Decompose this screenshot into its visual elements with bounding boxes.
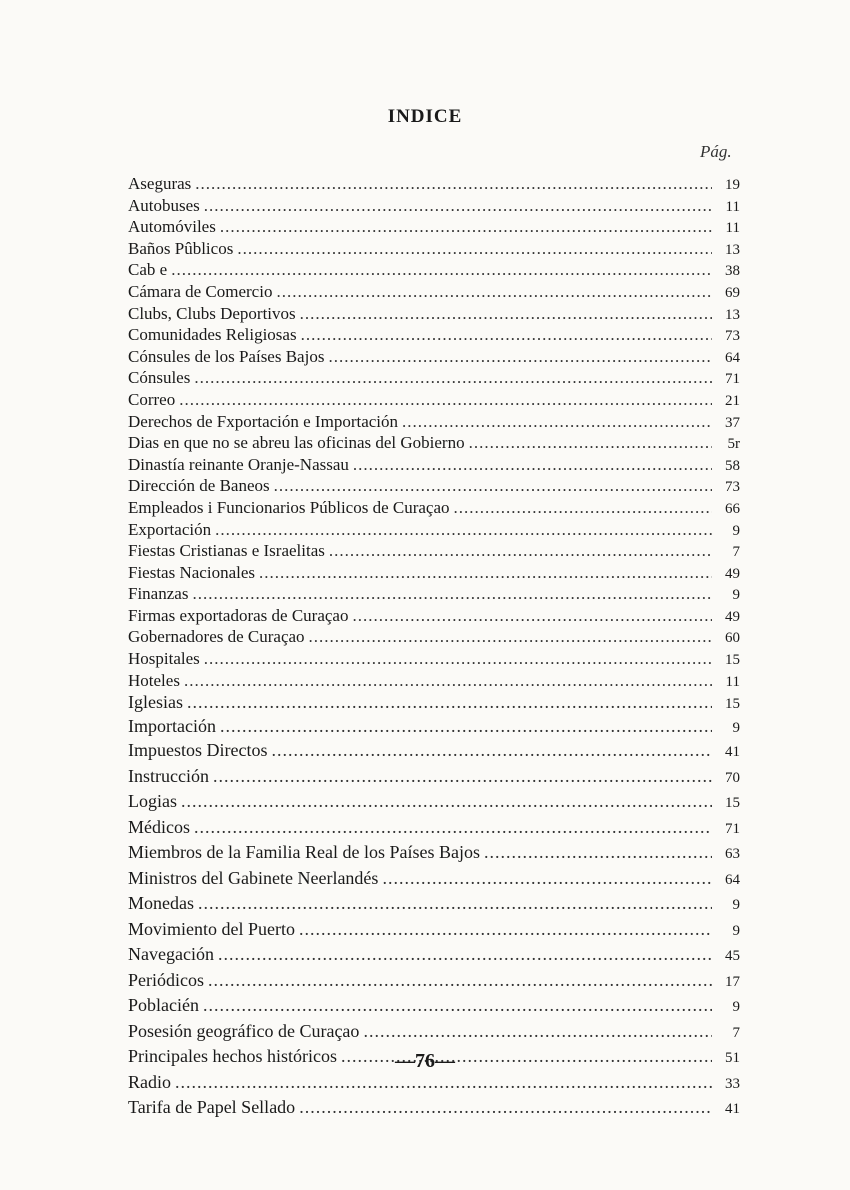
index-entry-page: 19 (725, 177, 740, 193)
index-entry-label: Logias (128, 791, 177, 812)
dot-leader (402, 412, 712, 432)
dot-leader (171, 260, 712, 280)
index-entry-label: Médicos (128, 816, 190, 837)
index-entry (128, 520, 740, 542)
index-entry-label: Automóviles (128, 217, 216, 237)
index-entry-page: 5r (727, 436, 740, 453)
index-entry-page: 73 (725, 328, 740, 345)
index-entry (128, 765, 740, 791)
index-list (128, 174, 740, 1122)
dot-leader (363, 1020, 712, 1044)
dot-leader (218, 943, 712, 967)
index-entry-page: 13 (725, 241, 740, 258)
index-entry (128, 347, 740, 369)
index-entry (128, 1096, 740, 1122)
dot-leader (208, 969, 712, 993)
index-entry-label: Finanzas (128, 584, 189, 604)
index-entry (128, 304, 740, 326)
index-entry-page: 9 (732, 587, 740, 604)
index-entry (128, 969, 740, 995)
dot-leader (271, 739, 712, 763)
index-entry-page: 60 (725, 630, 740, 647)
dot-leader (301, 325, 712, 345)
dot-leader (353, 455, 712, 475)
dot-leader (179, 390, 712, 410)
dot-leader (299, 1096, 712, 1120)
index-entry (128, 455, 740, 477)
dot-leader (192, 584, 712, 604)
index-entry (128, 412, 740, 434)
index-entry (128, 196, 740, 218)
index-entry (128, 943, 740, 969)
index-entry-page: 58 (725, 457, 740, 474)
index-entry (128, 716, 740, 740)
index-entry-page: 63 (725, 846, 740, 863)
index-entry-label: Monedas (128, 893, 194, 914)
index-entry (128, 790, 740, 816)
dot-leader (454, 498, 712, 518)
dot-leader (204, 196, 712, 216)
index-entry-page: 38 (725, 263, 740, 280)
index-entry-page: 49 (725, 608, 740, 625)
index-entry-label: Firmas exportadoras de Curaçao (128, 605, 349, 625)
dot-leader (469, 433, 712, 453)
dot-leader (194, 368, 712, 388)
index-entry-page: 11 (725, 198, 740, 215)
index-entry (128, 217, 740, 239)
index-entry-label: Comunidades Religiosas (128, 325, 297, 345)
index-entry-label: Navegación (128, 944, 214, 965)
index-entry-label: Ministros del Gabinete Neerlandés (128, 867, 379, 888)
index-entry-label: Fiestas Nacionales (128, 562, 255, 582)
page-number: —76— (395, 1050, 455, 1072)
index-entry-label: Gobernadores de Curaçao (128, 627, 305, 647)
index-entry-page: 15 (725, 696, 740, 713)
index-entry-page: 51 (725, 1050, 740, 1067)
index-entry-label: Tarifa de Papel Sellado (128, 1097, 296, 1118)
index-entry-page: 69 (725, 284, 740, 301)
dot-leader (274, 476, 712, 496)
index-entry-page: 13 (725, 306, 740, 323)
index-entry-label: Cámara de Comercio (128, 281, 273, 301)
dot-leader (259, 563, 712, 583)
index-entry-page: 45 (725, 948, 740, 965)
index-entry-label: Exportación (128, 519, 212, 539)
dot-leader (352, 606, 712, 626)
index-entry-label: Instrucción (128, 765, 209, 786)
index-entry (128, 606, 740, 628)
index-entry (128, 739, 740, 765)
index-entry (128, 671, 740, 693)
index-entry-page: 11 (725, 220, 740, 237)
index-entry-page: 41 (725, 744, 740, 761)
index-entry-page: 11 (725, 673, 740, 690)
index-entry-label: Autobuses (128, 195, 200, 215)
index-entry (128, 260, 740, 282)
index-entry-label: Miembros de la Familia Real de los Países Bajos (128, 842, 480, 863)
dot-leader (220, 716, 712, 738)
index-entry (128, 841, 740, 867)
dot-leader (309, 627, 712, 647)
dot-leader (237, 239, 712, 259)
index-entry-label: Radio (128, 1071, 171, 1092)
index-entry (128, 994, 740, 1020)
index-entry-page: 33 (725, 1075, 740, 1092)
index-entry-label: Clubs, Clubs Deportivos (128, 303, 296, 323)
index-entry-page: 9 (732, 922, 740, 939)
dot-leader (181, 790, 712, 814)
index-entry-page: 66 (725, 500, 740, 517)
index-entry-page: 17 (725, 973, 740, 990)
index-entry (128, 174, 740, 196)
dot-leader (198, 892, 712, 916)
index-entry (128, 239, 740, 261)
page-column-label: Pág. (700, 142, 732, 161)
index-entry (128, 282, 740, 304)
index-entry-label: Iglesias (128, 692, 183, 713)
index-entry (128, 892, 740, 918)
index-entry (128, 563, 740, 585)
index-entry (128, 584, 740, 606)
dot-leader (276, 282, 712, 302)
index-entry-page: 73 (725, 479, 740, 496)
index-entry-label: Fiestas Cristianas e Israelitas (128, 541, 325, 561)
index-entry-label: Dias en que no se abreu las oficinas del Gobierno (128, 433, 465, 453)
index-entry-label: Posesión geográfico de Curaçao (128, 1020, 360, 1041)
index-entry-label: Derechos de Fxportación e Importación (128, 411, 399, 431)
dot-leader (328, 347, 712, 367)
index-entry (128, 816, 740, 842)
index-entry-label: Periódicos (128, 969, 204, 990)
dot-leader (213, 765, 712, 789)
index-entry-label: Baños Pûblicos (128, 238, 234, 258)
index-entry-label: Aseguras (128, 174, 192, 193)
index-entry-page: 9 (732, 897, 740, 914)
index-entry-label: Cónsules (128, 368, 191, 388)
index-entry (128, 1071, 740, 1097)
index-entry (128, 498, 740, 520)
index-entry-label: Hospitales (128, 649, 200, 669)
index-entry (128, 541, 740, 563)
dot-leader (187, 692, 712, 714)
index-entry-page: 15 (725, 652, 740, 669)
dot-leader (300, 304, 712, 324)
index-entry-page: 71 (725, 371, 740, 388)
index-entry-label: Empleados i Funcionarios Públicos de Curaçao (128, 497, 450, 517)
dot-leader (329, 541, 712, 561)
index-entry (128, 867, 740, 893)
index-entry (128, 692, 740, 716)
index-entry-page: 7 (732, 1024, 740, 1041)
index-entry-label: Hoteles (128, 670, 180, 690)
dot-leader (175, 1071, 712, 1095)
index-entry-label: Importación (128, 715, 216, 736)
index-entry-page: 21 (725, 392, 740, 409)
index-entry-page: 15 (725, 795, 740, 812)
dot-leader (382, 867, 712, 891)
index-entry-label: Correo (128, 389, 176, 409)
index-entry (128, 476, 740, 498)
index-entry-label: Dirección de Baneos (128, 476, 270, 496)
dot-leader (203, 994, 712, 1018)
index-entry-page: 9 (732, 522, 740, 539)
dot-leader (299, 918, 712, 942)
index-entry-label: Impuestos Directos (128, 740, 268, 761)
index-entry (128, 433, 740, 455)
index-entry-page: 64 (725, 349, 740, 366)
index-entry-page: 37 (725, 414, 740, 431)
index-entry-page: 7 (732, 544, 740, 561)
index-entry (128, 325, 740, 347)
index-entry-page: 9 (732, 999, 740, 1016)
index-entry-label: Dinastía reinante Oranje-Nassau (128, 454, 349, 474)
index-entry-page: 41 (725, 1101, 740, 1118)
index-entry (128, 918, 740, 944)
index-entry-label: Movimiento del Puerto (128, 918, 295, 939)
index-entry (128, 1020, 740, 1046)
index-entry-label: Cónsules de los Países Bajos (128, 346, 325, 366)
dot-leader (204, 649, 712, 669)
index-heading: INDICE (387, 106, 463, 127)
dot-leader (194, 816, 712, 840)
index-entry (128, 627, 740, 649)
index-entry-page: 49 (725, 565, 740, 582)
index-entry-label: Poblacién (128, 995, 199, 1016)
index-entry-page: 71 (725, 820, 740, 837)
index-entry (128, 390, 740, 412)
index-entry (128, 368, 740, 390)
dot-leader (195, 174, 712, 194)
dot-leader (484, 841, 712, 865)
dot-leader (220, 217, 712, 237)
dot-leader (184, 671, 712, 691)
index-entry-label: Principales hechos históricos (128, 1046, 337, 1067)
index-entry-page: 9 (732, 719, 740, 736)
index-entry-label: Cab e (128, 260, 168, 280)
dot-leader (215, 520, 712, 540)
index-entry (128, 649, 740, 671)
index-entry-page: 64 (725, 871, 740, 888)
index-entry-page: 70 (725, 769, 740, 786)
